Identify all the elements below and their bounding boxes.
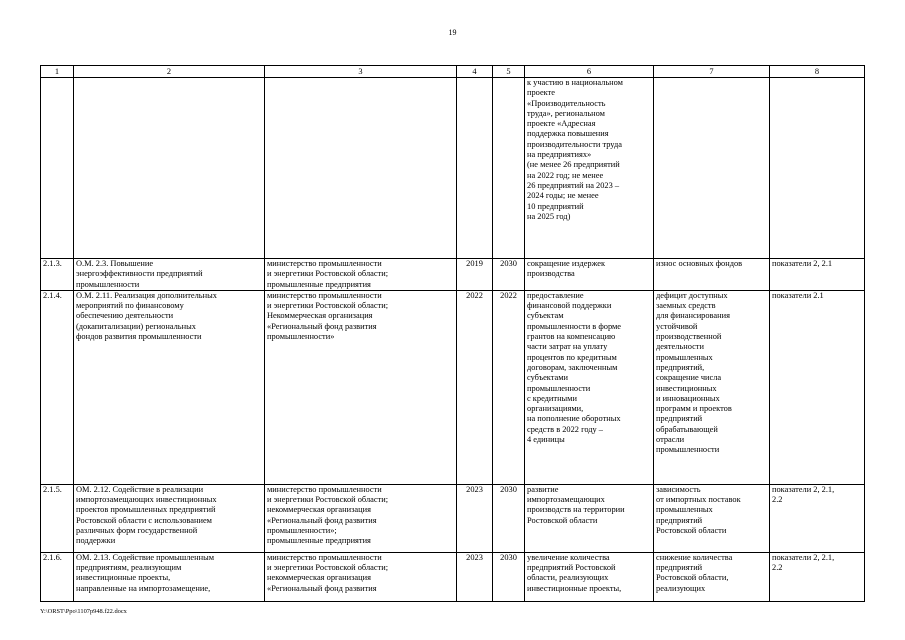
table-row (41, 259, 865, 291)
column-header: 5 (493, 66, 525, 78)
table-row (41, 552, 865, 601)
cell-measure (74, 78, 265, 259)
column-header: 3 (265, 66, 457, 78)
column-header: 6 (525, 66, 654, 78)
cell-number: 2.1.6. (41, 552, 74, 601)
cell-expected-result: сокращение издержек производства (525, 259, 654, 291)
cell-number: 2.1.3. (41, 259, 74, 291)
column-header: 7 (654, 66, 770, 78)
column-header: 2 (74, 66, 265, 78)
cell-expected-result: предоставление финансовой поддержки субъектам промышленности в форме грантов на компенсацию части затрат на уплату процентов по кредитным договорам, заключенным субъектами промышленности с кредитными организациями, на пополнение оборотных средств в 2022 году – 4 единицы (525, 290, 654, 484)
cell-start-year (457, 78, 493, 259)
cell-executor: министерство промышленности и энергетики Ростовской области; некоммерческая организация «Региональный фонд развития (265, 552, 457, 601)
column-header: 4 (457, 66, 493, 78)
cell-indicators: показатели 2, 2.1 (770, 259, 865, 291)
cell-consequences: снижение количества предприятий Ростовской области, реализующих (654, 552, 770, 601)
page-number: 19 (448, 28, 457, 37)
cell-measure: ОМ. 2.12. Содействие в реализации импортозамещающих инвестиционных проектов промышленных предприятий Ростовской области с использованием различных форм государственной поддержки (74, 484, 265, 552)
cell-number: 2.1.5. (41, 484, 74, 552)
column-header: 1 (41, 66, 74, 78)
cell-expected-result: развитие импортозамещающих производств на территории Ростовской области (525, 484, 654, 552)
table-row (41, 290, 865, 484)
table-row (41, 78, 865, 259)
cell-end-year: 2030 (493, 484, 525, 552)
cell-executor (265, 78, 457, 259)
cell-start-year: 2023 (457, 552, 493, 601)
cell-consequences: дефицит доступных заемных средств для финансирования устойчивой производственной деятельности промышленных предприятий, сокращение числа инвестиционных и инновационных программ и проектов предприятий обрабатывающей отрасли промышленности (654, 290, 770, 484)
cell-measure: О.М. 2.3. Повышение энергоэффективности предприятий промышленности (74, 259, 265, 291)
cell-indicators (770, 78, 865, 259)
cell-start-year: 2023 (457, 484, 493, 552)
cell-measure: ОМ. 2.13. Содействие промышленным предприятиям, реализующим инвестиционные проекты, направленные на импортозамещение, (74, 552, 265, 601)
cell-number: 2.1.4. (41, 290, 74, 484)
cell-executor: министерство промышленности и энергетики Ростовской области; Некоммерческая организация «Региональный фонд развития промышленности» (265, 290, 457, 484)
cell-executor: министерство промышленности и энергетики Ростовской области; некоммерческая организация «Региональный фонд развития промышленности»; промышленные предприятия (265, 484, 457, 552)
cell-consequences: зависимость от импортных поставок промышленных предприятий Ростовской области (654, 484, 770, 552)
cell-end-year: 2030 (493, 552, 525, 601)
measures-table (40, 65, 865, 602)
cell-measure: О.М. 2.11. Реализация дополнительных мероприятий по финансовому обеспечению деятельности (докапитализации) региональных фондов развития промышленности (74, 290, 265, 484)
cell-indicators: показатели 2, 2.1, 2.2 (770, 484, 865, 552)
cell-start-year: 2019 (457, 259, 493, 291)
cell-consequences (654, 78, 770, 259)
cell-expected-result: увеличение количества предприятий Ростовской области, реализующих инвестиционные проекты, (525, 552, 654, 601)
cell-indicators: показатели 2, 2.1, 2.2 (770, 552, 865, 601)
cell-end-year: 2030 (493, 259, 525, 291)
table-header-row (41, 66, 865, 78)
cell-number (41, 78, 74, 259)
cell-executor: министерство промышленности и энергетики Ростовской области; промышленные предприятия (265, 259, 457, 291)
cell-end-year (493, 78, 525, 259)
cell-consequences: износ основных фондов (654, 259, 770, 291)
cell-expected-result: к участию в национальном проекте «Производительность труда», региональном проекте «Адресная поддержка повышения производительности труда на предприятиях» (не менее 26 предприятий на 2022 год; не менее 26 предприятий на 2023 – 2024 годы; не менее 10 предприятий на 2025 год) (525, 78, 654, 259)
cell-start-year: 2022 (457, 290, 493, 484)
table-row (41, 484, 865, 552)
column-header: 8 (770, 66, 865, 78)
cell-indicators: показатели 2.1 (770, 290, 865, 484)
file-path-footer: Y:\ORST\Ppo\1107p948.f22.docx (40, 608, 127, 615)
cell-end-year: 2022 (493, 290, 525, 484)
